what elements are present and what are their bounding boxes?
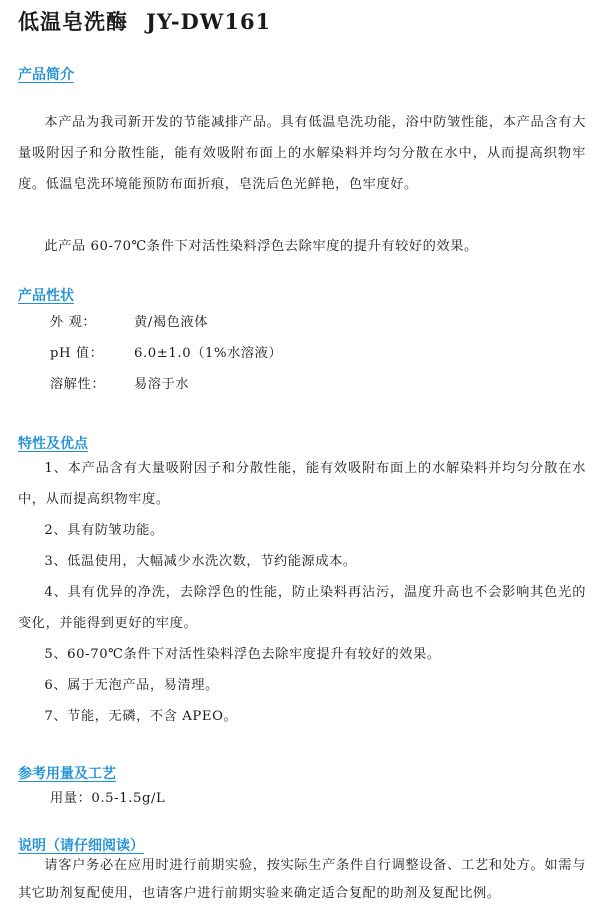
notes-paragraph: 请客户务必在应用时进行前期实验，按实际生产条件自行调整设备、工艺和处方。如需与其它助剂复配使用，也请客户进行前期实验来确定适合复配的助剂及复配比例。: [18, 858, 586, 901]
feature-item: 3、低温使用，大幅减少水洗次数，节约能源成本。: [44, 554, 357, 569]
section-heading-properties: 产品性状: [18, 288, 74, 304]
product-title: [18, 6, 271, 36]
property-label: pH 值：: [50, 346, 104, 361]
feature-item: 4、具有优异的净洗，去除浮色的性能，防止染料再沾污，温度升高也不会影响其色光的变化，并能得到更好的牢度。: [18, 585, 586, 631]
intro-paragraph-2: 此产品 60-70℃条件下对活性染料浮色去除牢度的提升有较好的效果。: [44, 239, 478, 254]
property-label: 溶解性：: [50, 377, 106, 392]
feature-item: 1、本产品含有大量吸附因子和分散性能，能有效吸附布面上的水解染料并均匀分散在水中，从而提高织物牢度。: [18, 461, 586, 507]
section-heading-notes: 说明（请仔细阅读）: [18, 838, 144, 854]
property-appearance: [50, 311, 208, 330]
feature-item: 7、节能，无磷，不含 APEO。: [44, 709, 238, 724]
feature-item: 2、具有防皱功能。: [44, 523, 164, 538]
property-label: 外 观：: [50, 315, 97, 330]
product-code: JY-DW161: [146, 9, 272, 34]
intro-paragraph: 本产品为我司新开发的节能减排产品。具有低温皂洗功能，浴中防皱性能，本产品含有大量吸附因子和分散性能，能有效吸附布面上的水解染料并均匀分散在水中，从而提高织物牢度。低温皂洗环境能预防布面折痕，皂洗后色光鲜艳，色牢度好。: [18, 115, 586, 192]
feature-item: 6、属于无泡产品，易清理。: [44, 678, 219, 693]
usage-dosage: 用量：0.5-1.5g/L: [50, 791, 166, 806]
property-value: 易溶于水: [134, 377, 190, 392]
property-value: 6.0±1.0（1%水溶液）: [134, 346, 283, 361]
section-heading-usage: 参考用量及工艺: [18, 766, 116, 782]
property-value: 黄/褐色液体: [134, 315, 208, 330]
property-solubility: [50, 373, 189, 392]
property-ph: [50, 342, 282, 361]
section-heading-features: 特性及优点: [18, 436, 88, 452]
product-name: 低温皂洗酶: [18, 10, 128, 34]
feature-item: 5、60-70℃条件下对活性染料浮色去除牢度提升有较好的效果。: [44, 647, 441, 662]
section-heading-intro: 产品简介: [18, 67, 74, 83]
